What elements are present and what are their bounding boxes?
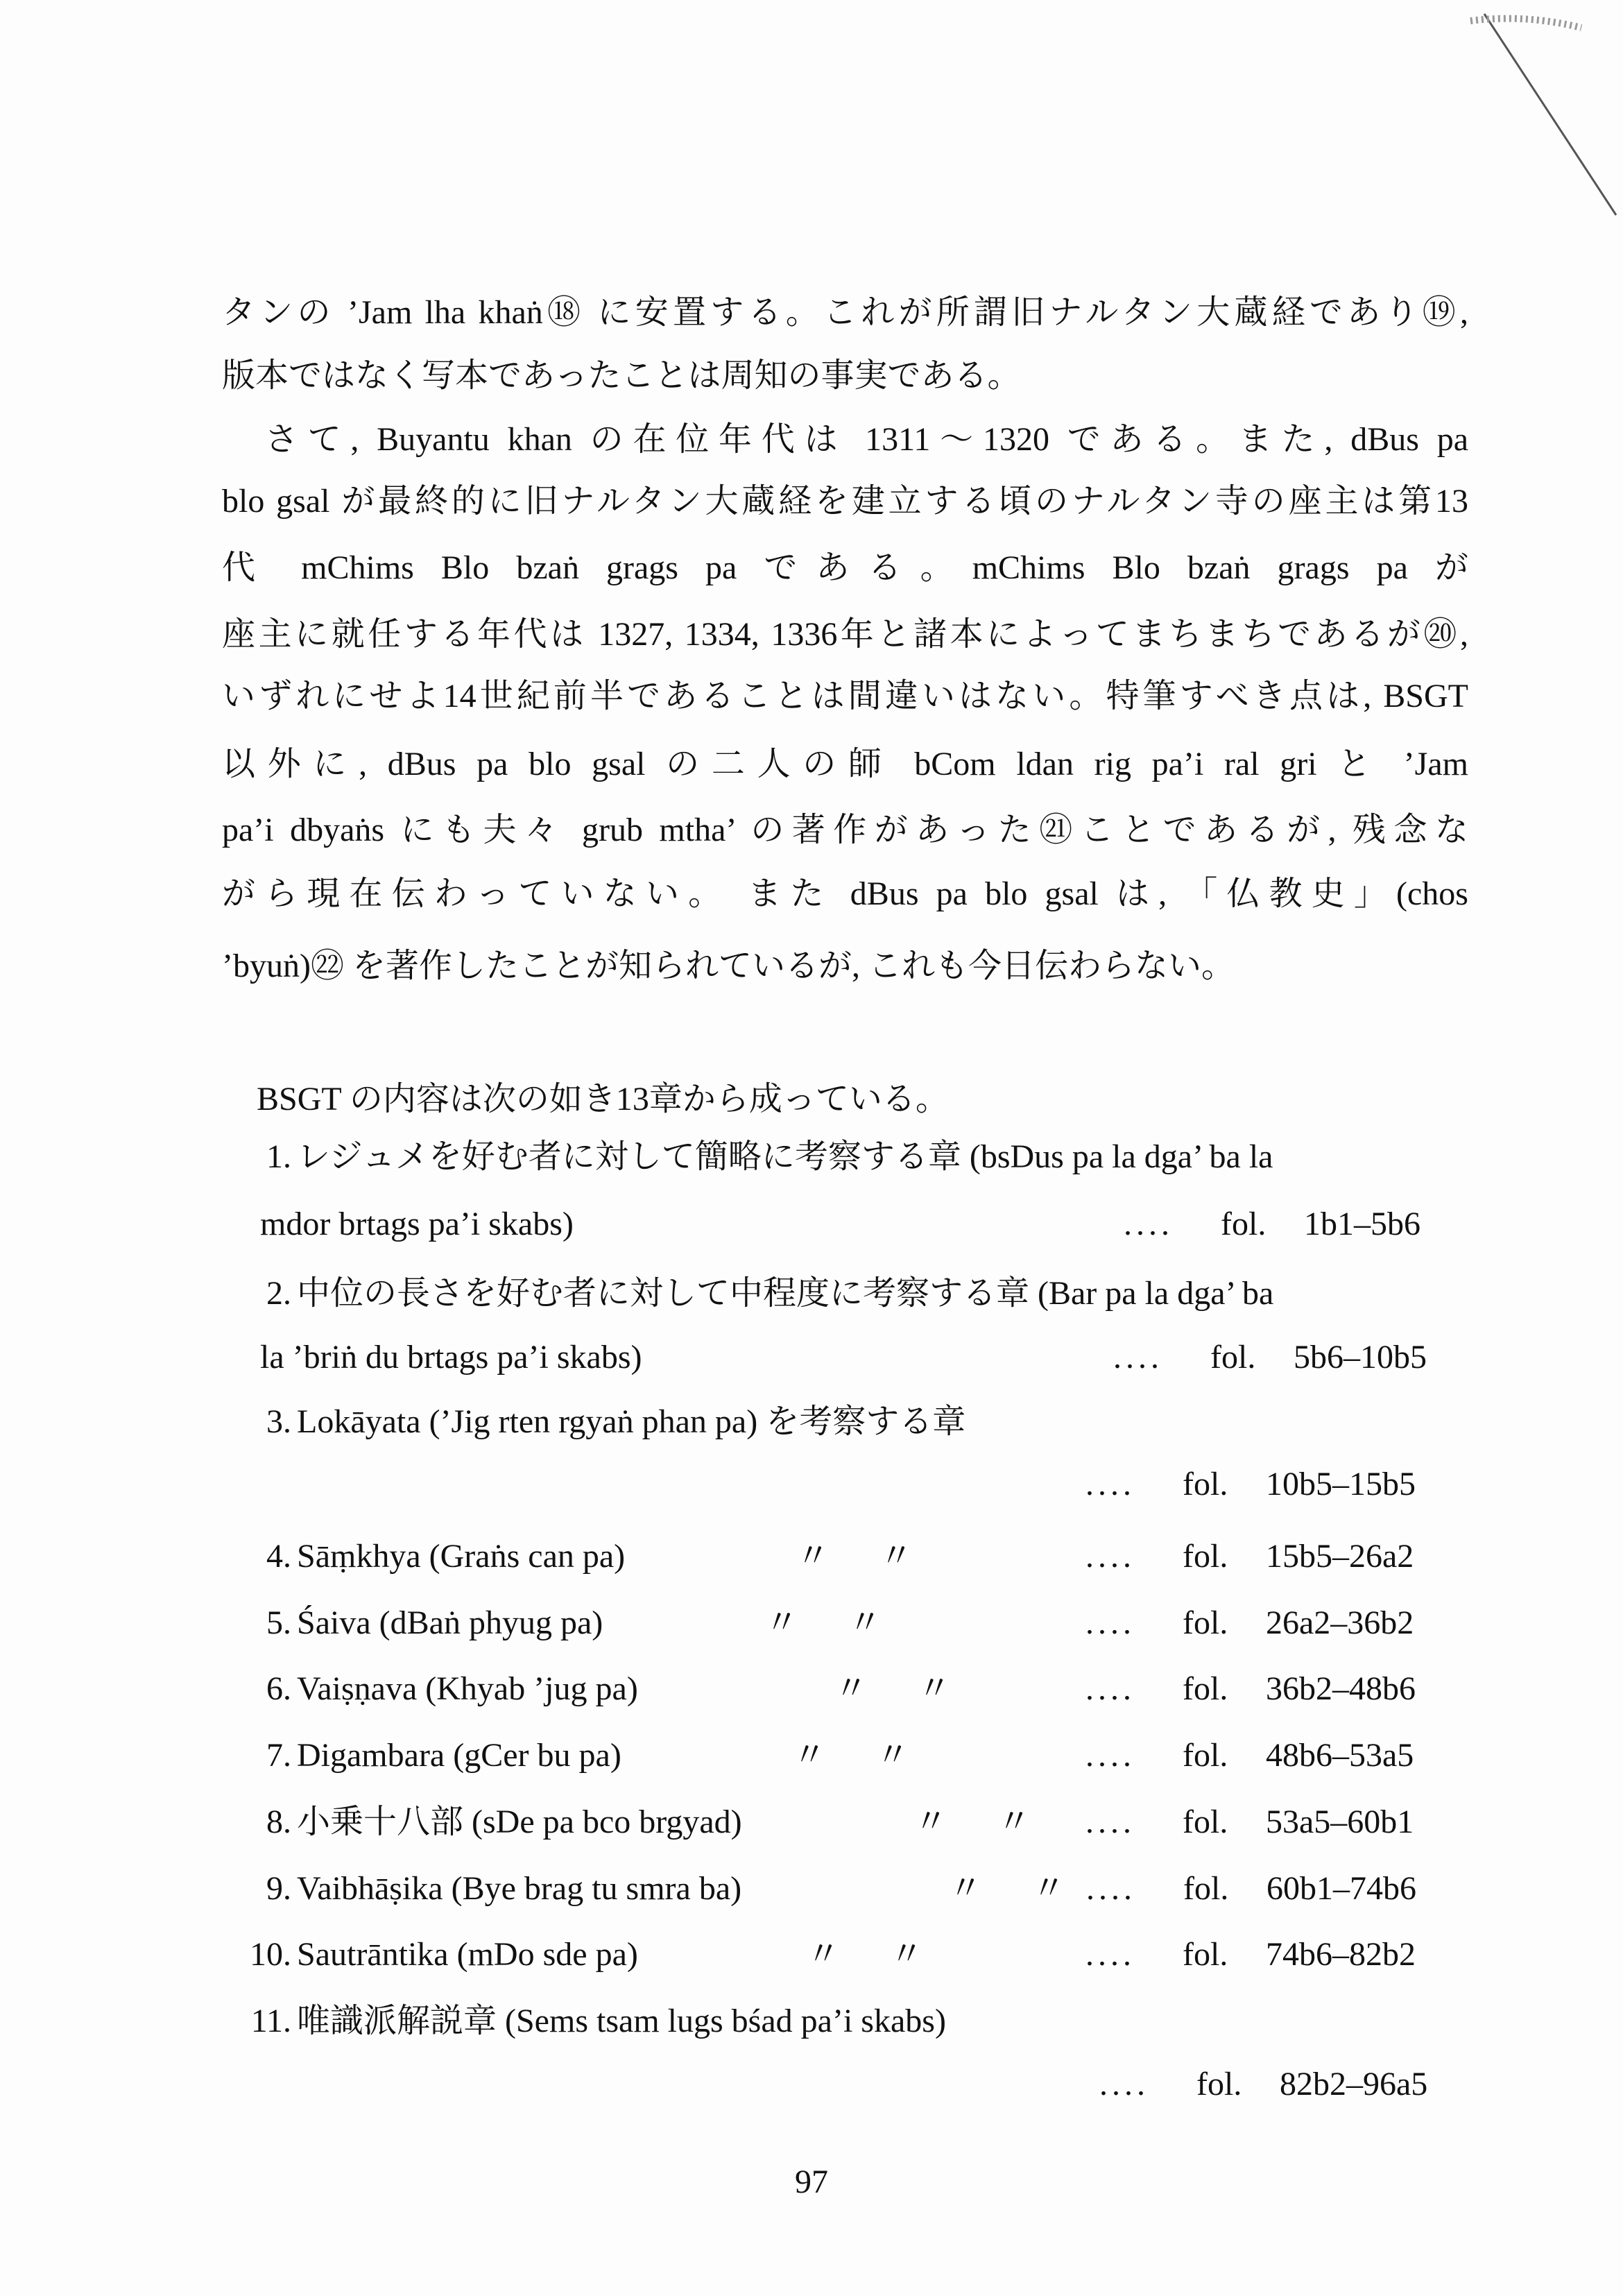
chapter-item-cont bbox=[0, 1462, 1623, 1507]
leader-dots: .... bbox=[1085, 1670, 1135, 1707]
paragraph-line: 座主に就任する年代は 1327, 1334, 1336年と諸本によってまちまちであるが⑳, bbox=[222, 616, 1468, 653]
folio-range: 48b6–53a5 bbox=[1266, 1737, 1414, 1774]
chapter-item bbox=[0, 1933, 1623, 1977]
folio-label: fol. bbox=[1210, 1339, 1256, 1376]
chapter-number: 4. bbox=[266, 1538, 291, 1575]
folio-label: fol. bbox=[1221, 1206, 1266, 1242]
paragraph-line: blo gsal が最終的に旧ナルタン大蔵経を建立する頃のナルタン寺の座主は第13 bbox=[222, 483, 1468, 520]
ditto-marks: 〃 〃 bbox=[914, 1804, 1052, 1840]
chapter-item bbox=[0, 1667, 1623, 1711]
chapter-item bbox=[0, 1601, 1623, 1645]
leader-dots: .... bbox=[1085, 1604, 1135, 1641]
leader-dots: .... bbox=[1085, 1466, 1135, 1502]
folio-range: 5b6–10b5 bbox=[1294, 1339, 1427, 1376]
ditto-marks: 〃 〃 bbox=[834, 1670, 972, 1707]
chapter-number: 11. bbox=[250, 2003, 291, 2039]
paragraph-line: タンの ’Jam lha khaṅ⑱ に安置する。これが所謂旧ナルタン大蔵経であり⑲, bbox=[222, 294, 1468, 331]
chapter-title: 小乗十八部 (sDe pa bco brgyad) bbox=[297, 1804, 742, 1840]
paragraph-line: 版本ではなく写本であったことは周知の事実である。 bbox=[222, 357, 1021, 394]
folio-range: 10b5–15b5 bbox=[1266, 1466, 1416, 1502]
paragraph-line: がら現在伝わっていない。 また dBus pa blo gsal は, 「仏教史」(chos bbox=[222, 875, 1468, 912]
folio-range: 60b1–74b6 bbox=[1266, 1870, 1417, 1907]
paragraph-line: さて, Buyantu khan の在位年代は 1311〜1320 である。また, dBus pa bbox=[222, 421, 1468, 458]
folio-range: 15b5–26a2 bbox=[1266, 1538, 1414, 1575]
chapter-number: 6. bbox=[266, 1670, 291, 1707]
ditto-marks: 〃 〃 bbox=[807, 1936, 945, 1973]
leader-dots: .... bbox=[1085, 1804, 1135, 1840]
chapter-item bbox=[0, 1733, 1623, 1778]
chapter-item bbox=[0, 1271, 1623, 1316]
folio-label: fol. bbox=[1183, 1936, 1228, 1973]
chapter-title-cont: mdor brtags pa’i skabs) bbox=[260, 1206, 574, 1242]
chapter-title-cont: la ’briṅ du brtags pa’i skabs) bbox=[260, 1339, 642, 1376]
chapter-title: Lokāyata (’Jig rten rgyaṅ phan pa) を考察する章 bbox=[297, 1403, 966, 1440]
folio-range: 1b1–5b6 bbox=[1304, 1206, 1420, 1242]
folio-label: fol. bbox=[1183, 1466, 1228, 1502]
folio-label: fol. bbox=[1183, 1538, 1228, 1575]
ditto-marks: 〃 〃 bbox=[949, 1870, 1087, 1907]
chapter-number: 7. bbox=[266, 1737, 291, 1774]
chapter-title: Sautrāntika (mDo sde pa) bbox=[297, 1936, 638, 1973]
chapter-number: 10. bbox=[250, 1936, 291, 1973]
folio-range: 74b6–82b2 bbox=[1266, 1936, 1416, 1973]
folio-label: fol. bbox=[1196, 2066, 1242, 2102]
ditto-marks: 〃 〃 bbox=[793, 1737, 931, 1774]
chapter-number: 8. bbox=[266, 1804, 291, 1840]
chapter-title: Vaibhāṣika (Bye brag tu smra ba) bbox=[297, 1870, 742, 1907]
chapter-title: Śaiva (dBaṅ phyug pa) bbox=[297, 1604, 603, 1641]
leader-dots: .... bbox=[1113, 1339, 1163, 1376]
folio-label: fol. bbox=[1183, 1870, 1229, 1907]
chapter-item bbox=[0, 1400, 1623, 1444]
chapter-item-cont bbox=[0, 2062, 1623, 2107]
chapter-item-cont bbox=[0, 1335, 1623, 1380]
chapter-item-cont bbox=[0, 1202, 1623, 1246]
chapter-title: 唯識派解説章 (Sems tsam lugs bśad pa’i skabs) bbox=[297, 2003, 946, 2039]
leader-dots: .... bbox=[1124, 1206, 1174, 1242]
chapter-title: 中位の長さを好む者に対して中程度に考察する章 (Bar pa la dga’ ba bbox=[297, 1275, 1274, 1312]
leader-dots: .... bbox=[1099, 2066, 1149, 2102]
chapter-number: 1. bbox=[266, 1138, 291, 1175]
leader-dots: .... bbox=[1085, 1538, 1135, 1575]
paragraph-line: いずれにせよ14世紀前半であることは間違いはない。特筆すべき点は, BSGT bbox=[222, 678, 1468, 714]
chapter-number: 3. bbox=[266, 1403, 291, 1440]
paragraph-line: pa’i dbyaṅs にも夫々 grub mtha’ の著作があった㉑ことであるが, 残念な bbox=[222, 812, 1468, 848]
chapter-title: レジュメを好む者に対して簡略に考察する章 (bsDus pa la dga’ ba la bbox=[297, 1138, 1273, 1175]
leader-dots: .... bbox=[1086, 1870, 1137, 1907]
folio-range: 36b2–48b6 bbox=[1266, 1670, 1416, 1707]
chapter-item bbox=[0, 1867, 1623, 1911]
chapter-item bbox=[0, 1800, 1623, 1844]
page-number: 97 bbox=[795, 2164, 828, 2200]
paragraph-line: 代 mChims Blo bzaṅ grags pa である。mChims Blo bzaṅ grags pa が bbox=[222, 549, 1468, 586]
leader-dots: .... bbox=[1085, 1737, 1135, 1774]
chapter-number: 2. bbox=[266, 1275, 291, 1312]
folio-range: 53a5–60b1 bbox=[1266, 1804, 1414, 1840]
ditto-marks: 〃 〃 bbox=[765, 1604, 903, 1641]
chapter-item bbox=[0, 1534, 1623, 1579]
chapter-title: Vaiṣṇava (Khyab ’jug pa) bbox=[297, 1670, 638, 1707]
chapter-item bbox=[0, 1135, 1623, 1179]
folio-range: 82b2–96a5 bbox=[1280, 2066, 1428, 2102]
folio-label: fol. bbox=[1183, 1737, 1228, 1774]
paragraph-line: 以外に, dBus pa blo gsal の二人の師 bCom ldan rig pa’i ral gri と ’Jam bbox=[222, 746, 1468, 782]
chapter-title: Digambara (gCer bu pa) bbox=[297, 1737, 621, 1774]
chapter-item bbox=[0, 1999, 1623, 2044]
folio-label: fol. bbox=[1183, 1670, 1228, 1707]
chapter-number: 5. bbox=[266, 1604, 291, 1641]
scan-corner-artifact bbox=[1443, 0, 1623, 222]
chapter-title: Sāṃkhya (Graṅs can pa) bbox=[297, 1538, 626, 1575]
folio-label: fol. bbox=[1183, 1604, 1228, 1641]
ditto-marks: 〃 〃 bbox=[796, 1538, 934, 1575]
list-heading: BSGT の内容は次の如き13章から成っている。 bbox=[257, 1081, 949, 1117]
leader-dots: .... bbox=[1085, 1936, 1135, 1973]
folio-range: 26a2–36b2 bbox=[1266, 1604, 1414, 1641]
chapter-number: 9. bbox=[266, 1870, 291, 1907]
paragraph-line: ’byuṅ)㉒ を著作したことが知られているが, これも今日伝わらない。 bbox=[222, 948, 1235, 984]
folio-label: fol. bbox=[1183, 1804, 1228, 1840]
